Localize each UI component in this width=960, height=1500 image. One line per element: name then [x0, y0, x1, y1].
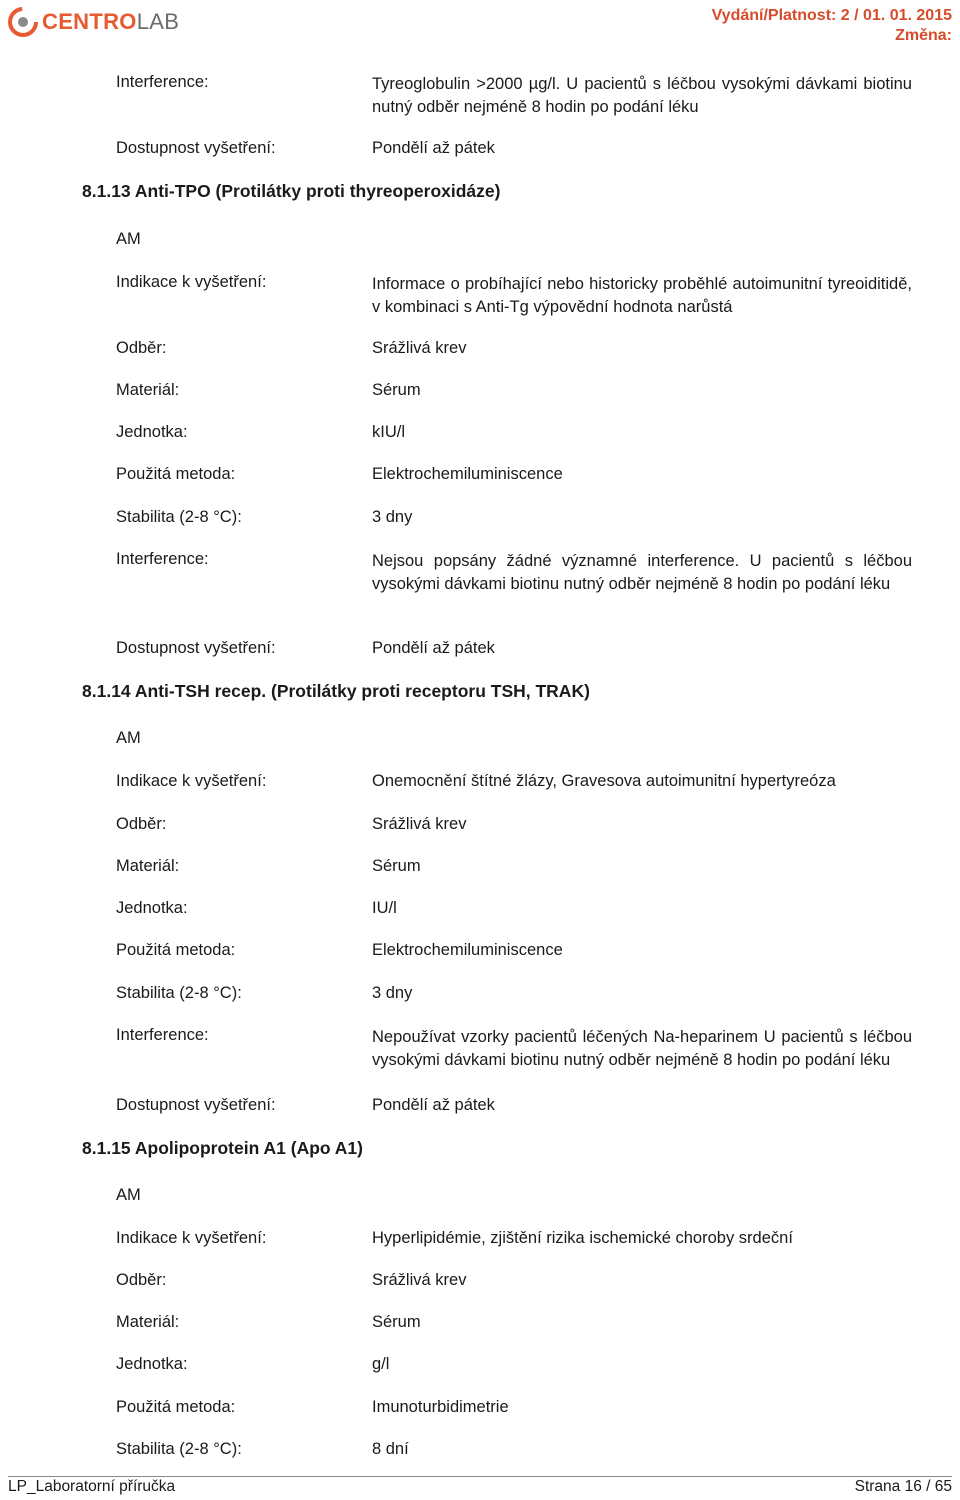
- field-label: Stabilita (2-8 °C):: [116, 508, 242, 526]
- field-value: Hyperlipidémie, zjištění rizika ischemické choroby srdeční: [372, 1229, 793, 1247]
- field-label: Indikace k vyšetření:: [116, 273, 267, 291]
- field-label: Indikace k vyšetření:: [116, 772, 267, 790]
- field-value: Elektrochemiluminiscence: [372, 941, 563, 959]
- section-code: AM: [116, 729, 141, 747]
- field-label: Jednotka:: [116, 423, 188, 441]
- section-code: AM: [116, 230, 141, 248]
- field-label: Materiál:: [116, 857, 180, 875]
- field-value: 3 dny: [372, 984, 413, 1002]
- field-label: Odběr:: [116, 1271, 167, 1289]
- field-label: Materiál:: [116, 381, 180, 399]
- field-value: Onemocnění štítné žlázy, Gravesova autoimunitní hypertyreóza: [372, 772, 836, 790]
- field-label: Jednotka:: [116, 899, 188, 917]
- field-value: IU/l: [372, 899, 397, 917]
- field-value: 3 dny: [372, 508, 413, 526]
- field-value: Srážlivá krev: [372, 339, 467, 357]
- field-value: Sérum: [372, 857, 421, 875]
- field-label: Dostupnost vyšetření:: [116, 639, 276, 657]
- field-value: Srážlivá krev: [372, 1271, 467, 1289]
- field-value: kIU/l: [372, 423, 405, 441]
- field-label: Odběr:: [116, 339, 167, 357]
- field-value: Srážlivá krev: [372, 815, 467, 833]
- field-value: Nejsou popsány žádné významné interference. U pacientů s léčbou vysokými dávkami biotinu nutný odběr nejméně 8 hodin po podání léku: [372, 552, 912, 593]
- centrolab-logo: [8, 2, 179, 42]
- field-value: Sérum: [372, 381, 421, 399]
- header-info: [712, 6, 952, 46]
- field-value: Imunoturbidimetrie: [372, 1398, 509, 1416]
- field-label: Použitá metoda:: [116, 941, 236, 959]
- footer-divider: [8, 1476, 952, 1477]
- field-label: Použitá metoda:: [116, 1398, 236, 1416]
- issue-validity: Vydání/Platnost: 2 / 01. 01. 2015: [711, 7, 952, 24]
- field-label: Interference:: [116, 73, 209, 91]
- field-value: Tyreoglobulin >2000 µg/l. U pacientů s léčbou vysokými dávkami biotinu nutný odběr nejméně 8 hodin po podání léku: [372, 75, 912, 116]
- change-label: Změna:: [895, 27, 952, 44]
- field-label: Stabilita (2-8 °C):: [116, 984, 242, 1002]
- field-label: Materiál:: [116, 1313, 180, 1331]
- field-value: Sérum: [372, 1313, 421, 1331]
- field-value: 8 dní: [372, 1440, 409, 1458]
- field-value: Pondělí až pátek: [372, 1096, 495, 1114]
- field-label: Interference:: [116, 1026, 209, 1044]
- section-code: AM: [116, 1186, 141, 1204]
- section-heading: 8.1.14 Anti-TSH recep. (Protilátky proti receptoru TSH, TRAK): [82, 681, 590, 701]
- footer-page-number: Strana 16 / 65: [854, 1478, 952, 1495]
- field-value: Pondělí až pátek: [372, 139, 495, 157]
- field-label: Indikace k vyšetření:: [116, 1229, 267, 1247]
- field-label: Použitá metoda:: [116, 465, 236, 483]
- field-label: Interference:: [116, 550, 209, 568]
- field-label: Jednotka:: [116, 1355, 188, 1373]
- field-value: Elektrochemiluminiscence: [372, 465, 563, 483]
- field-label: Odběr:: [116, 815, 167, 833]
- field-label: Dostupnost vyšetření:: [116, 1096, 276, 1114]
- field-value: Informace o probíhající nebo historicky proběhlé autoimunitní tyreoiditidě, v kombinaci s Anti-Tg výpovědní hodnota narůstá: [372, 275, 912, 316]
- logo-emblem-icon: [8, 7, 38, 37]
- section-heading: 8.1.13 Anti-TPO (Protilátky proti thyreoperoxidáze): [82, 181, 501, 201]
- footer-document-name: LP_Laboratorní příručka: [8, 1478, 176, 1495]
- field-label: Stabilita (2-8 °C):: [116, 1440, 242, 1458]
- section-heading: 8.1.15 Apolipoprotein A1 (Apo A1): [82, 1138, 363, 1158]
- field-label: Dostupnost vyšetření:: [116, 139, 276, 157]
- field-value: Nepoužívat vzorky pacientů léčených Na-heparinem U pacientů s léčbou vysokými dávkami biotinu nutný odběr nejméně 8 hodin po podání léku: [372, 1028, 912, 1069]
- field-value: Pondělí až pátek: [372, 639, 495, 657]
- logo-text: CENTROLAB: [42, 9, 180, 34]
- field-value: g/l: [372, 1355, 390, 1373]
